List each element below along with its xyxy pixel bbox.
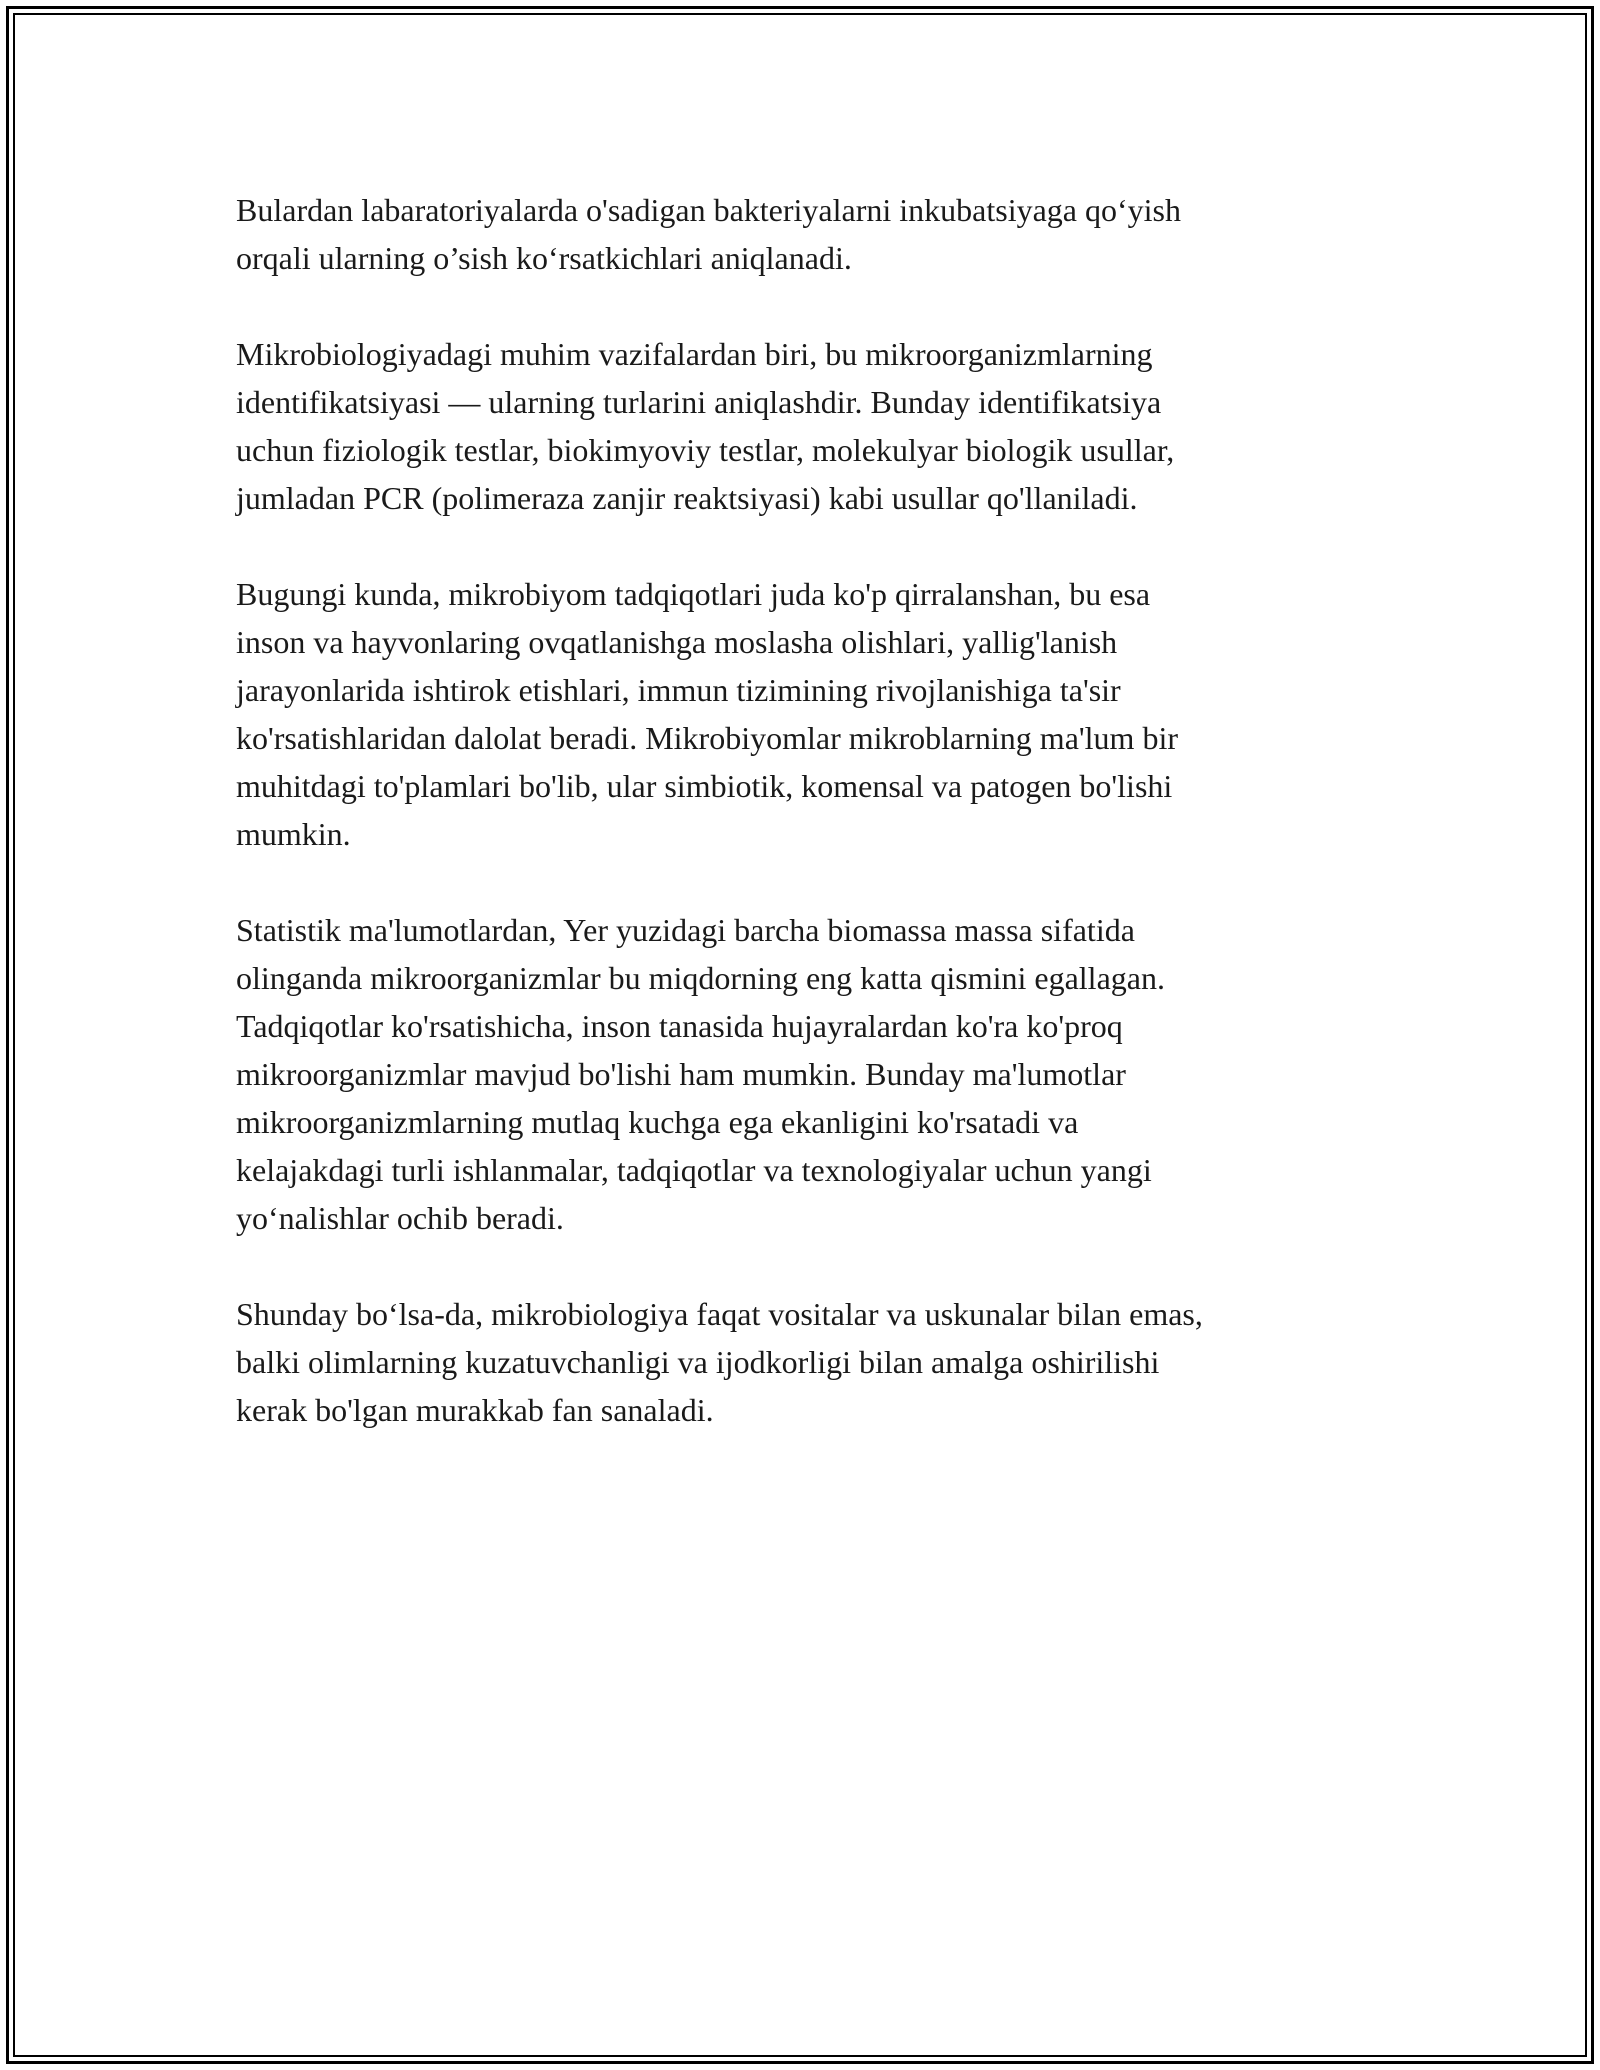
paragraph-biomass-statistics: Statistik ma'lumotlardan, Yer yuzidagi barcha biomassa massa sifatida olinganda mikroorganizmlar bu miqdorning eng katta qismini egallagan. Tadqiqotlar ko'rsatishicha, inson tanasida hujayralardan ko'ra ko'proq mikroorganizmlar mavjud bo'lishi ham mumkin. Bunday ma'lumotlar mikroorganizmlarning mutlaq kuchga ega ekanligini ko'rsatadi va kelajakdagi turli ishlanmalar, tadqiqotlar va texnologiyalar uchun yangi yo‘nalishlar ochib beradi. (236, 912, 1165, 1236)
paragraph-incubation: Bulardan labaratoriyalarda o'sadigan bakteriyalarni inkubatsiyaga qo‘yish orqali ularning o’sish ko‘rsatkichlari aniqlanadi. (236, 192, 1181, 276)
document-body (236, 186, 1356, 1482)
paragraph-identification: Mikrobiologiyadagi muhim vazifalardan biri, bu mikroorganizmlarning identifikatsiyasi — ularning turlarini aniqlashdir. Bunday identifikatsiya uchun fiziologik testlar, biokimyoviy testlar, molekulyar biologik usullar, jumladan PCR (polimeraza zanjir reaktsiyasi) kabi usullar qo'llaniladi. (236, 336, 1175, 516)
paragraph-conclusion: Shunday bo‘lsa-da, mikrobiologiya faqat vositalar va uskunalar bilan emas, balki olimlarning kuzatuvchanligi va ijodkorligi bilan amalga oshirilishi kerak bo'lgan murakkab fan sanaladi. (236, 1296, 1203, 1428)
paragraph-microbiome-research: Bugungi kunda, mikrobiyom tadqiqotlari juda ko'p qirralanshan, bu esa inson va hayvonlaring ovqatlanishga moslasha olishlari, yallig'lanish jarayonlarida ishtirok etishlari, immun tizimining rivojlanishiga ta'sir ko'rsatishlaridan dalolat beradi. Mikrobiyomlar mikroblarning ma'lum bir muhitdagi to'plamlari bo'lib, ular simbiotik, komensal va patogen bo'lishi mumkin. (236, 576, 1178, 852)
